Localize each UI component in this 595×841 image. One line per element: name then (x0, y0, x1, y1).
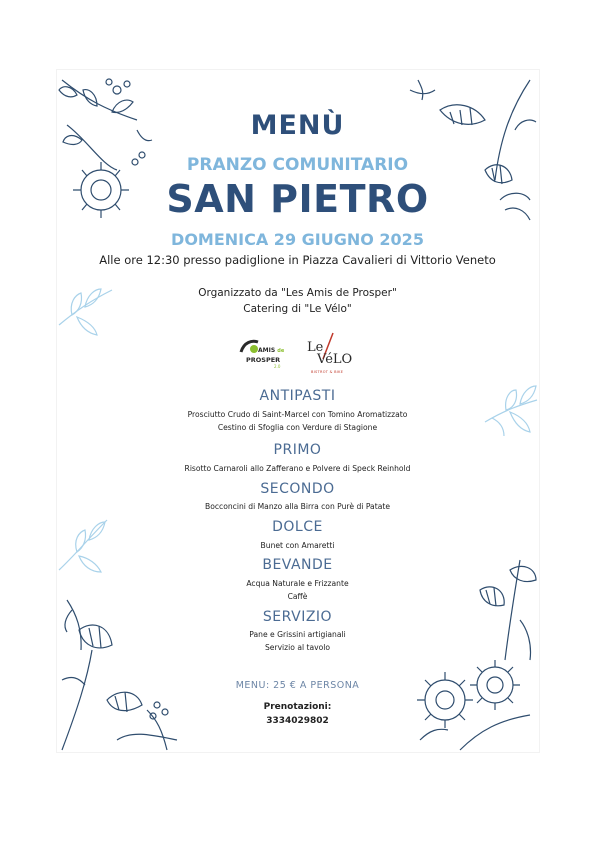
bevande-item: Caffè (287, 592, 308, 601)
price-text: MENU: 25 € A PERSONA (235, 680, 360, 691)
antipasti-item: Prosciutto Crudo di Saint-Marcel con Tomino Aromatizzato (187, 410, 408, 419)
velo-tag: BISTROT & BIKE (311, 370, 344, 374)
amis-line1: AMIS (258, 347, 276, 354)
amis-line3: PROSPER (246, 356, 281, 364)
event-place: Alle ore 12:30 presso padiglione in Piazza Cavalieri di Vittorio Veneto (99, 253, 496, 267)
section-antipasti-title: ANTIPASTI (259, 388, 336, 404)
section-dolce-title: DOLCE (272, 519, 323, 535)
amis-de-prosper-logo (236, 334, 290, 376)
section-bevande-title: BEVANDE (262, 557, 333, 573)
bevande-item: Acqua Naturale e Frizzante (246, 579, 349, 588)
le-velo-logo (305, 332, 375, 378)
event-subtitle: PRANZO COMUNITARIO (186, 155, 409, 175)
amis-line4: 2.0 (274, 364, 281, 369)
page-title: MENÙ (250, 110, 345, 141)
reservation-label: Prenotazioni: (263, 702, 332, 712)
logos-row (0, 332, 595, 382)
servizio-item: Servizio al tavolo (264, 643, 331, 652)
secondo-item: Bocconcini di Manzo alla Birra con Purè di Patate (205, 502, 390, 511)
section-servizio-title: SERVIZIO (262, 609, 333, 625)
reservation-phone: 3334029802 (266, 716, 329, 726)
organizer-text: Organizzato da "Les Amis de Prosper" (198, 287, 397, 299)
catering-text: Catering di "Le Vélo" (243, 303, 352, 315)
event-name: SAN PIETRO (166, 177, 429, 221)
antipasti-item: Cestino di Sfoglia con Verdure di Stagione (217, 423, 378, 432)
servizio-item: Pane e Grissini artigianali (249, 630, 346, 639)
section-primo-title: PRIMO (273, 442, 322, 458)
dolce-item: Bunet con Amaretti (260, 541, 335, 550)
section-secondo-title: SECONDO (260, 481, 335, 497)
event-date: DOMENICA 29 GIUGNO 2025 (171, 230, 424, 249)
primo-item: Risotto Carnaroli allo Zafferano e Polvere di Speck Reinhold (184, 464, 411, 473)
amis-line2: de (277, 348, 285, 354)
velo-word: VéLO (317, 352, 353, 367)
velo-le: Le (307, 340, 324, 355)
